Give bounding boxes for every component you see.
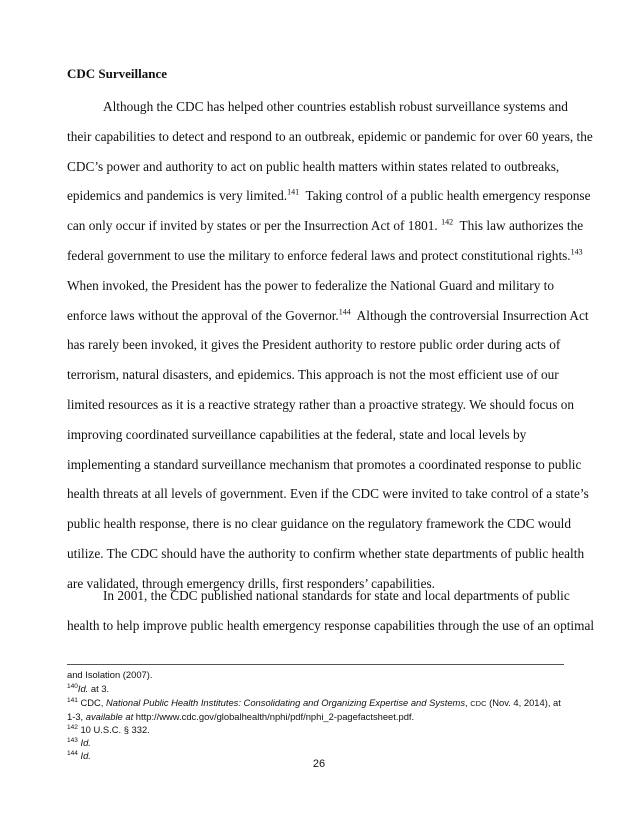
footnote-separator bbox=[67, 664, 564, 665]
paragraph-line: are validated, through emergency drills, first responders’ capabilities. bbox=[67, 575, 436, 591]
paragraph-line: Although the CDC has helped other countries establish robust surveillance systems and bbox=[103, 99, 568, 114]
footnote-ref: 141 bbox=[287, 187, 300, 197]
footnote-140: $^{140}$Id. at 3. bbox=[67, 682, 110, 694]
paragraph-line: can only occur if invited by states or per the Insurrection Act of 1801. $^{142}$ This law authorizes the bbox=[67, 217, 584, 234]
footnote-ref: 142 bbox=[441, 217, 454, 227]
footnote-144: $^{144}$ Id. bbox=[67, 749, 91, 761]
paragraph-line: epidemics and pandemics is very limited.$^{141}$ Taking control of a public health emergency response bbox=[67, 187, 591, 204]
paragraph-line: In 2001, the CDC published national standards for state and local departments of public bbox=[103, 588, 570, 603]
footnote-143: $^{143}$ Id. bbox=[67, 736, 91, 748]
footnote-ref: 143 bbox=[570, 247, 583, 257]
page-number: 26 bbox=[312, 758, 326, 770]
footnote-141: $^{141}$ CDC, National Public Health Institutes: Consolidating and Organizing Expertise and Systems, CDC (Nov. 4, 2014), at bbox=[67, 696, 561, 708]
paragraph-line: has rarely been invoked, it gives the President authority to restore public order during acts of bbox=[67, 337, 561, 353]
paragraph-line: improving coordinated surveillance capabilities at the federal, state and local levels by bbox=[67, 426, 527, 442]
paragraph-line: enforce laws without the approval of the Governor.$^{144}$ Although the controversial Insurrection Act bbox=[67, 307, 589, 323]
footnote-142: $^{142}$ 10 U.S.C. § 332. bbox=[67, 723, 150, 735]
footnote-141-line2: 1-3, available at http://www.cdc.gov/globalhealth/nphi/pdf/nphi_2-pagefactsheet.pdf. bbox=[67, 711, 415, 722]
paragraph-line: utilize. The CDC should have the authority to confirm whether state departments of public health bbox=[67, 546, 585, 561]
paragraph-line: limited resources as it is a reactive strategy rather than a proactive strategy. We should focus on bbox=[67, 397, 574, 412]
paragraph-line: terrorism, natural disasters, and epidemics. This approach is not the most efficient use of our bbox=[67, 367, 559, 383]
paragraph-line: health to help improve public health emergency response capabilities through the use of an optimal bbox=[67, 618, 595, 633]
paragraph-line: implementing a standard surveillance mechanism that promotes a coordinated response to public bbox=[67, 456, 582, 472]
paragraph-line: public health response, there is no clear guidance on the regulatory framework the CDC would bbox=[67, 516, 572, 532]
footnote-ref: 144 bbox=[338, 307, 351, 317]
paragraph-line: their capabilities to detect and respond to an outbreak, epidemic or pandemic for over 60 years, the bbox=[67, 128, 593, 144]
section-heading: CDC Surveillance bbox=[67, 66, 168, 81]
paragraph-line: When invoked, the President has the power to federalize the National Guard and military to bbox=[67, 277, 555, 293]
paragraph-line: CDC’s power and authority to act on public health matters within states related to outbreaks, bbox=[67, 158, 560, 174]
paragraph-line: federal government to use the military to enforce federal laws and protect constitutional rights.$^{143}$ bbox=[67, 247, 583, 263]
paragraph-line: health threats at all levels of government. Even if the CDC were invited to take control of a state’s bbox=[67, 486, 589, 502]
footnote-url[interactable]: http://www.cdc.gov/globalhealth/nphi/pdf/nphi_2-pagefactsheet.pdf. bbox=[133, 711, 415, 722]
footnote-continuation: and Isolation (2007). bbox=[67, 669, 153, 680]
